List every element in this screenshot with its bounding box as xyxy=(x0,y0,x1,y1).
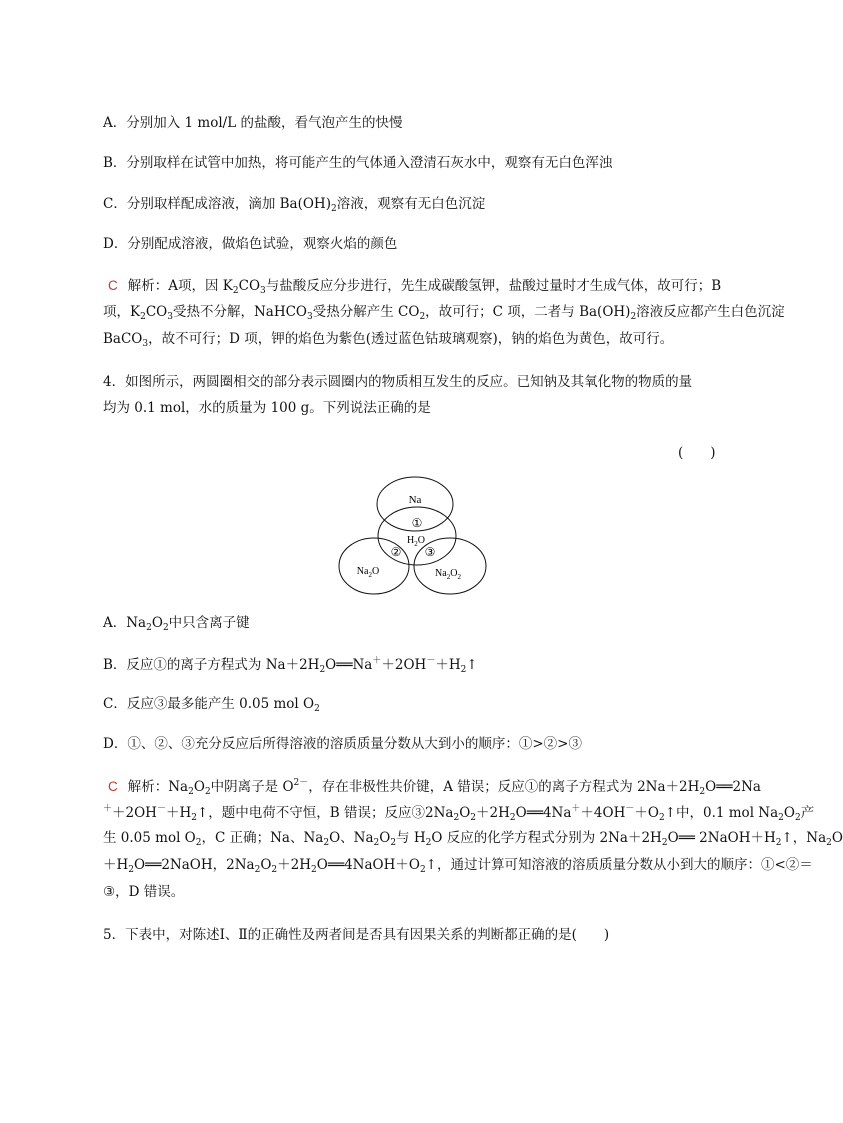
text: CO xyxy=(145,304,168,320)
q4-explanation-line2 xyxy=(103,805,814,823)
text: 项，K xyxy=(103,304,141,320)
subscript: 3 xyxy=(167,312,173,322)
text: O xyxy=(151,615,163,631)
text: 受热不分解，NaHCO xyxy=(172,304,307,320)
subscript: 2 xyxy=(446,573,451,581)
text: ＋2OH xyxy=(112,805,157,821)
text: C．反应③最多能产生 0.05 mol O xyxy=(103,696,315,712)
text: 产 xyxy=(800,805,815,821)
q4-explanation-line5: ③，D 错误。 xyxy=(103,884,185,900)
subscript: 2 xyxy=(419,865,426,875)
text: ＋2H xyxy=(277,857,312,873)
subscript: 2 xyxy=(191,813,197,823)
text: 解析：Na xyxy=(127,779,189,795)
text: ↑，题中电荷不守恒，B 错误；反应③2Na xyxy=(196,805,454,821)
label-na2o2: $Na_2O_2$ xyxy=(435,568,461,581)
text: A．Na xyxy=(103,615,147,631)
subscript: 2 xyxy=(271,865,278,875)
text: BaCO xyxy=(103,331,143,347)
text: O xyxy=(459,805,471,821)
text: B．反应①的离子方程式为 Na＋2H xyxy=(103,657,320,673)
text: 受热分解产生 CO xyxy=(312,304,420,320)
label-h2o: $H_2O$ xyxy=(407,535,425,548)
subscript: 2 xyxy=(794,813,801,823)
q4-explanation-line3 xyxy=(103,832,843,848)
subscript: 2 xyxy=(162,623,169,633)
subscript: 3 xyxy=(260,286,266,296)
q3-option-d: D．分别配成溶液，做焰色试验，观察火焰的颜色 xyxy=(103,236,398,252)
subscript: 2 xyxy=(658,813,665,823)
subscript: 2 xyxy=(319,665,326,675)
subscript: 2 xyxy=(330,204,337,214)
q4-option-d: D．①、②、③充分反应后所得溶液的溶质质量分数从大到小的顺序：①>②>③ xyxy=(103,736,582,752)
subscript: 2 xyxy=(419,312,426,322)
subscript: 2 xyxy=(470,813,477,823)
superscript: ＋ xyxy=(571,804,581,814)
subscript: 2 xyxy=(140,312,146,322)
subscript: 2 xyxy=(254,865,261,875)
subscript: 2 xyxy=(699,787,706,797)
subscript: 2 xyxy=(390,838,397,848)
text: O══ 2NaOH＋H xyxy=(667,830,776,846)
subscript: 2 xyxy=(188,787,194,797)
text: ＋H xyxy=(435,657,461,673)
subscript: 2 xyxy=(457,573,461,581)
text: 中只含离子键 xyxy=(168,615,250,631)
text: ，故不可行；D 项，钾的焰色为紫色(透过蓝色钴玻璃观察)，钠的焰色为黄色，故可行。 xyxy=(148,331,674,347)
text: 中阴离子是 O xyxy=(210,779,294,795)
q4-stem-line1: 4．如图所示，两圆圈相交的部分表示圆圈内的物质相互发生的反应。已知钠及其氧化物的物质的量 xyxy=(103,374,693,390)
text: C．分别取样配成溶液，滴加 Ba(OH) xyxy=(103,196,331,212)
subscript: 2 xyxy=(661,838,668,848)
q3-explanation-line2 xyxy=(103,306,785,322)
answer-letter: C xyxy=(108,278,118,293)
subscript: 2 xyxy=(509,813,516,823)
subscript: 3 xyxy=(307,312,313,322)
text: O xyxy=(783,805,795,821)
q4-explanation-line1 xyxy=(108,779,761,797)
superscript: － xyxy=(156,804,166,814)
text: 溶液，观察有无白色沉淀 xyxy=(336,196,486,212)
subscript: 2 xyxy=(128,865,135,875)
superscript: － xyxy=(426,656,436,666)
subscript: 2 xyxy=(460,665,467,675)
subscript: 2 xyxy=(778,813,784,823)
subscript: 2 xyxy=(232,286,239,296)
text: 溶液反应都产生白色沉淀 xyxy=(636,304,785,320)
superscript: 2－ xyxy=(293,778,309,788)
subscript: 2 xyxy=(826,838,832,848)
text: ＋4OH xyxy=(580,805,626,821)
q4-option-a xyxy=(103,617,250,633)
q3-option-b: B．分别取样在试管中加热，将可能产生的气体通入澄清石灰水中，观察有无白色浑浊 xyxy=(103,155,613,171)
text: ↑ xyxy=(466,657,478,673)
text: 与盐酸反应分步进行，先生成碳酸氢钾，盐酸过量时才生成气体，故可行；B xyxy=(265,278,722,294)
q4-explanation-line4 xyxy=(103,859,813,875)
subscript: 2 xyxy=(314,704,320,714)
text: Na xyxy=(435,568,447,579)
text: ，存在非极性共价键，A 错误；反应①的离子方程式为 2Na＋2H xyxy=(308,779,700,795)
text: ＋H xyxy=(165,805,192,821)
q4-option-c xyxy=(103,698,320,714)
subscript: 2 xyxy=(204,787,211,797)
text: CO xyxy=(238,278,261,294)
text: ↑，通过计算可知溶液的溶质质量分数从小到大的顺序：①<②＝ xyxy=(425,857,813,873)
q5-stem: 5．下表中，对陈述Ⅰ、Ⅱ的正确性及两者间是否具有因果关系的判断都正确的是( ) xyxy=(103,927,610,943)
text: ＋O xyxy=(634,805,659,821)
text: O══4Na xyxy=(515,805,572,821)
superscript: ＋ xyxy=(372,656,382,666)
subscript: 2 xyxy=(146,623,152,633)
subscript: 2 xyxy=(323,838,330,848)
text: O══4NaOH＋O xyxy=(316,857,420,873)
label-na2o: $Na_2O$ xyxy=(356,566,380,579)
text: O xyxy=(260,857,272,873)
answer-parentheses: ( ) xyxy=(678,445,716,461)
q3-option-c xyxy=(103,198,485,214)
text: ，C 正确；Na、Na xyxy=(201,830,324,846)
text: O xyxy=(831,830,843,846)
label-reaction-2: ② xyxy=(390,545,402,559)
text: O══Na xyxy=(325,657,373,673)
superscript: － xyxy=(625,804,635,814)
text: ＋2H xyxy=(476,805,510,821)
text: ↑中，0.1 mol Na xyxy=(664,805,779,821)
label-na: Na xyxy=(408,494,422,506)
q3-explanation-line1 xyxy=(108,279,721,296)
text: 与 H xyxy=(396,830,426,846)
answer-letter: C xyxy=(108,779,118,794)
subscript: 2 xyxy=(425,838,432,848)
text: ＋2OH xyxy=(381,657,427,673)
subscript: 2 xyxy=(311,865,317,875)
q4-option-b xyxy=(103,657,478,675)
subscript: 2 xyxy=(368,571,372,579)
subscript: 2 xyxy=(775,838,782,848)
text: Na xyxy=(356,566,369,577)
subscript: 3 xyxy=(142,339,149,349)
subscript: 2 xyxy=(453,813,460,823)
subscript: 2 xyxy=(414,540,418,548)
text: 生 0.05 mol O xyxy=(103,830,196,846)
text: O══2Na xyxy=(705,779,761,795)
text: ↑，Na xyxy=(781,830,827,846)
text: ＋H xyxy=(103,857,129,873)
label-reaction-1: ① xyxy=(411,516,423,530)
text: 解析：A项，因 K xyxy=(127,278,233,294)
reaction-venn-diagram xyxy=(330,475,500,600)
text: H xyxy=(407,535,415,546)
text: O、Na xyxy=(329,830,374,846)
subscript: 2 xyxy=(373,838,380,848)
q3-option-a: A．分别加入 1 mol/L 的盐酸，看气泡产生的快慢 xyxy=(103,115,403,131)
label-reaction-3: ③ xyxy=(424,545,436,559)
superscript: ＋ xyxy=(103,804,113,814)
q3-explanation-line3 xyxy=(103,333,673,349)
subscript: 2 xyxy=(630,312,637,322)
q4-stem-line2: 均为 0.1 mol，水的质量为 100 g。下列说法正确的是 xyxy=(103,400,431,416)
text: O xyxy=(193,779,205,795)
text: ，故可行；C 项，二者与 Ba(OH) xyxy=(425,304,631,320)
text: O 反应的化学方程式分别为 2Na＋2H xyxy=(431,830,662,846)
text: O══2NaOH，2Na xyxy=(134,857,255,873)
subscript: 2 xyxy=(195,838,202,848)
text: O xyxy=(379,830,391,846)
